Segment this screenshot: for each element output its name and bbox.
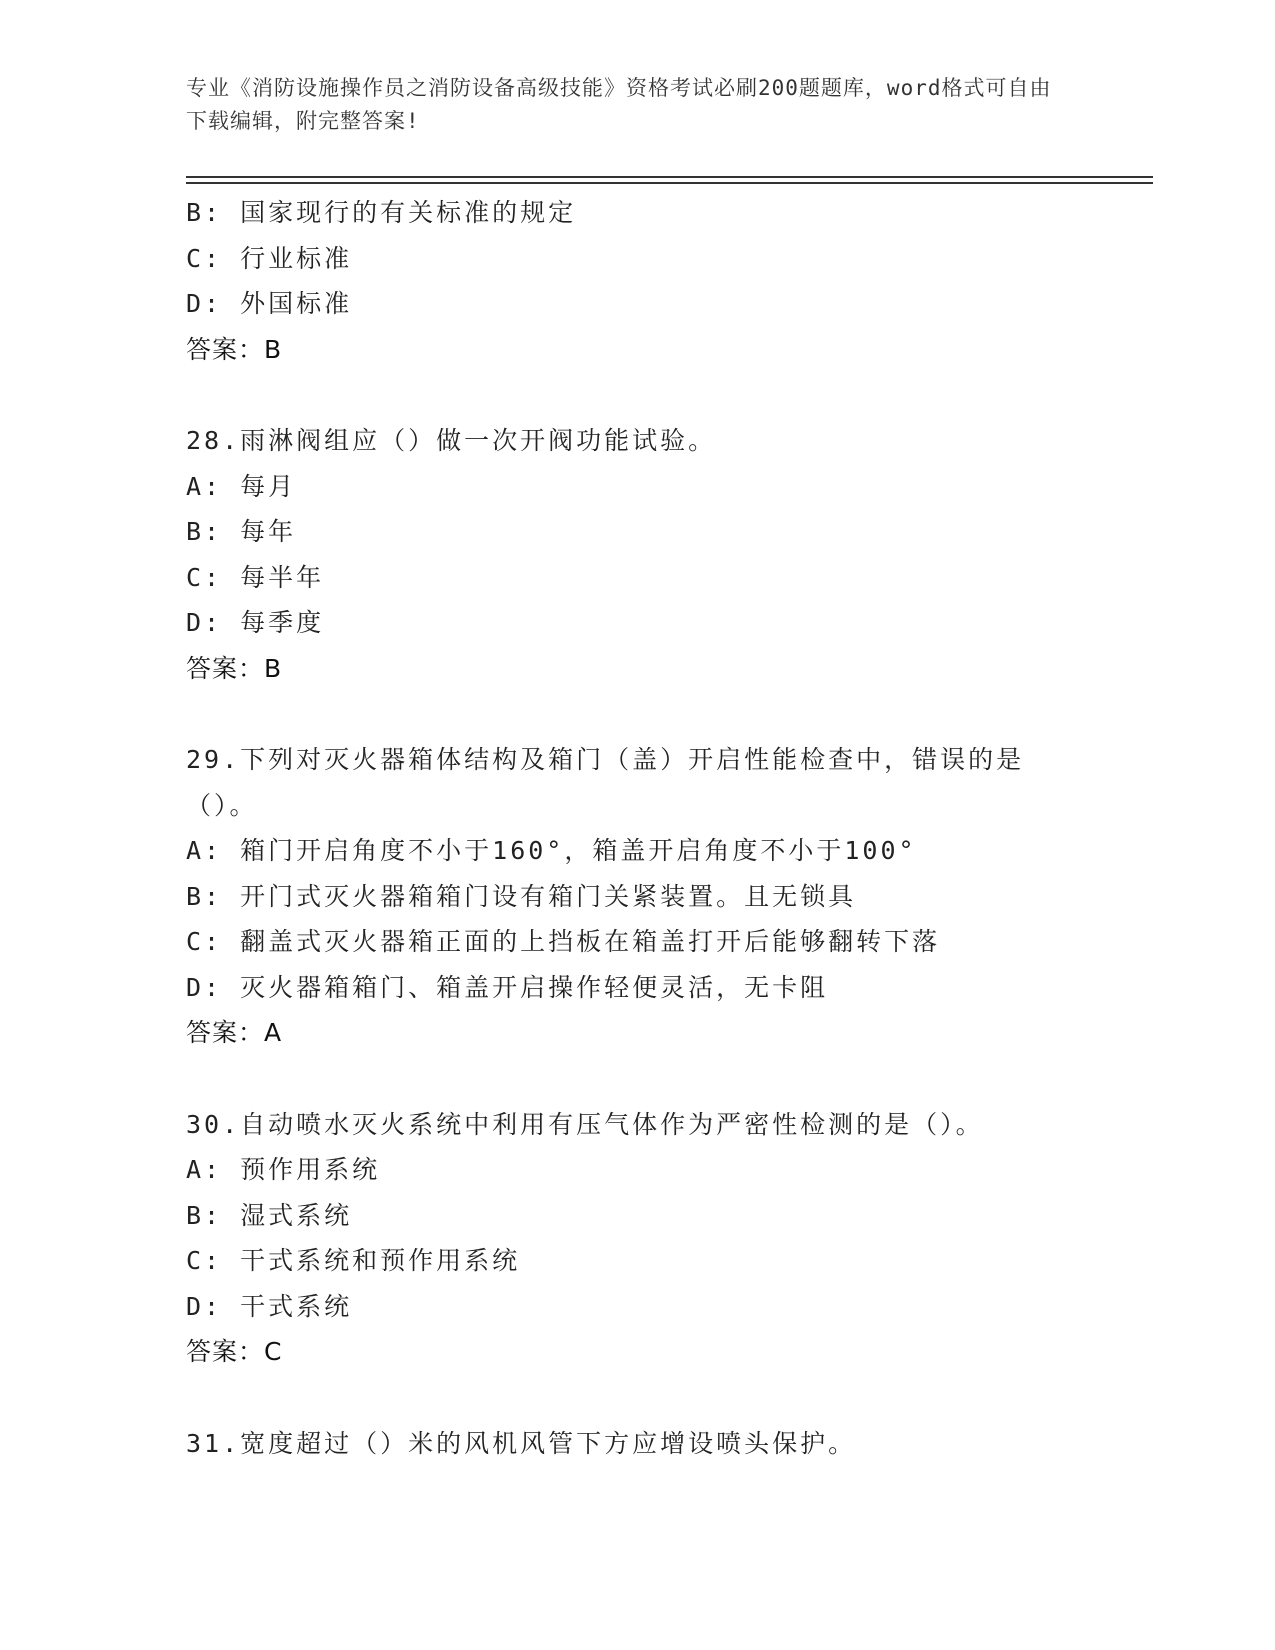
question-text: 30.自动喷水灭火系统中利用有压气体作为严密性检测的是（）。 <box>186 1109 984 1139</box>
header-divider-top <box>186 176 1153 178</box>
answer: 答案：B <box>186 334 283 364</box>
option-d: D: 干式系统 <box>186 1291 353 1321</box>
document-header: 专业《消防设施操作员之消防设备高级技能》资格考试必刷200题题库，word格式可自由下载编辑，附完整答案! <box>186 76 1052 133</box>
option-a: A: 预作用系统 <box>186 1155 381 1184</box>
answer: 答案：B <box>186 653 283 683</box>
question-block-31 <box>186 1421 1146 1467</box>
option-b: B: 湿式系统 <box>186 1200 353 1230</box>
option-c: C: 翻盖式灭火器箱正面的上挡板在箱盖打开后能够翻转下落 <box>186 927 941 956</box>
option-a: A: 每月 <box>186 471 297 501</box>
question-block-28 <box>186 418 1146 691</box>
question-block-27 <box>186 190 1146 372</box>
option-c: C: 行业标准 <box>186 243 353 273</box>
option-c: C: 干式系统和预作用系统 <box>186 1246 521 1275</box>
option-d: D: 灭火器箱箱门、箱盖开启操作轻便灵活，无卡阻 <box>186 972 829 1002</box>
question-text: 31.宽度超过（）米的风机风管下方应增设喷头保护。 <box>186 1428 857 1458</box>
question-list <box>186 190 1146 1466</box>
option-b: B: 每年 <box>186 517 297 546</box>
question-text: 28.雨淋阀组应（）做一次开阀功能试验。 <box>186 426 717 455</box>
question-block-29 <box>186 737 1146 1056</box>
option-b: B: 开门式灭火器箱箱门设有箱门关紧装置。且无锁具 <box>186 881 857 911</box>
answer: 答案：A <box>186 1018 283 1047</box>
option-a: A: 箱门开启角度不小于160°，箱盖开启角度不小于100° <box>186 836 917 865</box>
header-divider-bottom <box>186 182 1153 184</box>
question-block-30 <box>186 1102 1146 1375</box>
answer: 答案：C <box>186 1337 283 1366</box>
option-d: D: 每季度 <box>186 608 325 637</box>
option-c: C: 每半年 <box>186 562 325 592</box>
question-text: 29.下列对灭火器箱体结构及箱门（盖）开启性能检查中，错误的是（）。 <box>186 745 1025 820</box>
option-b: B: 国家现行的有关标准的规定 <box>186 198 577 227</box>
option-d: D: 外国标准 <box>186 289 353 318</box>
